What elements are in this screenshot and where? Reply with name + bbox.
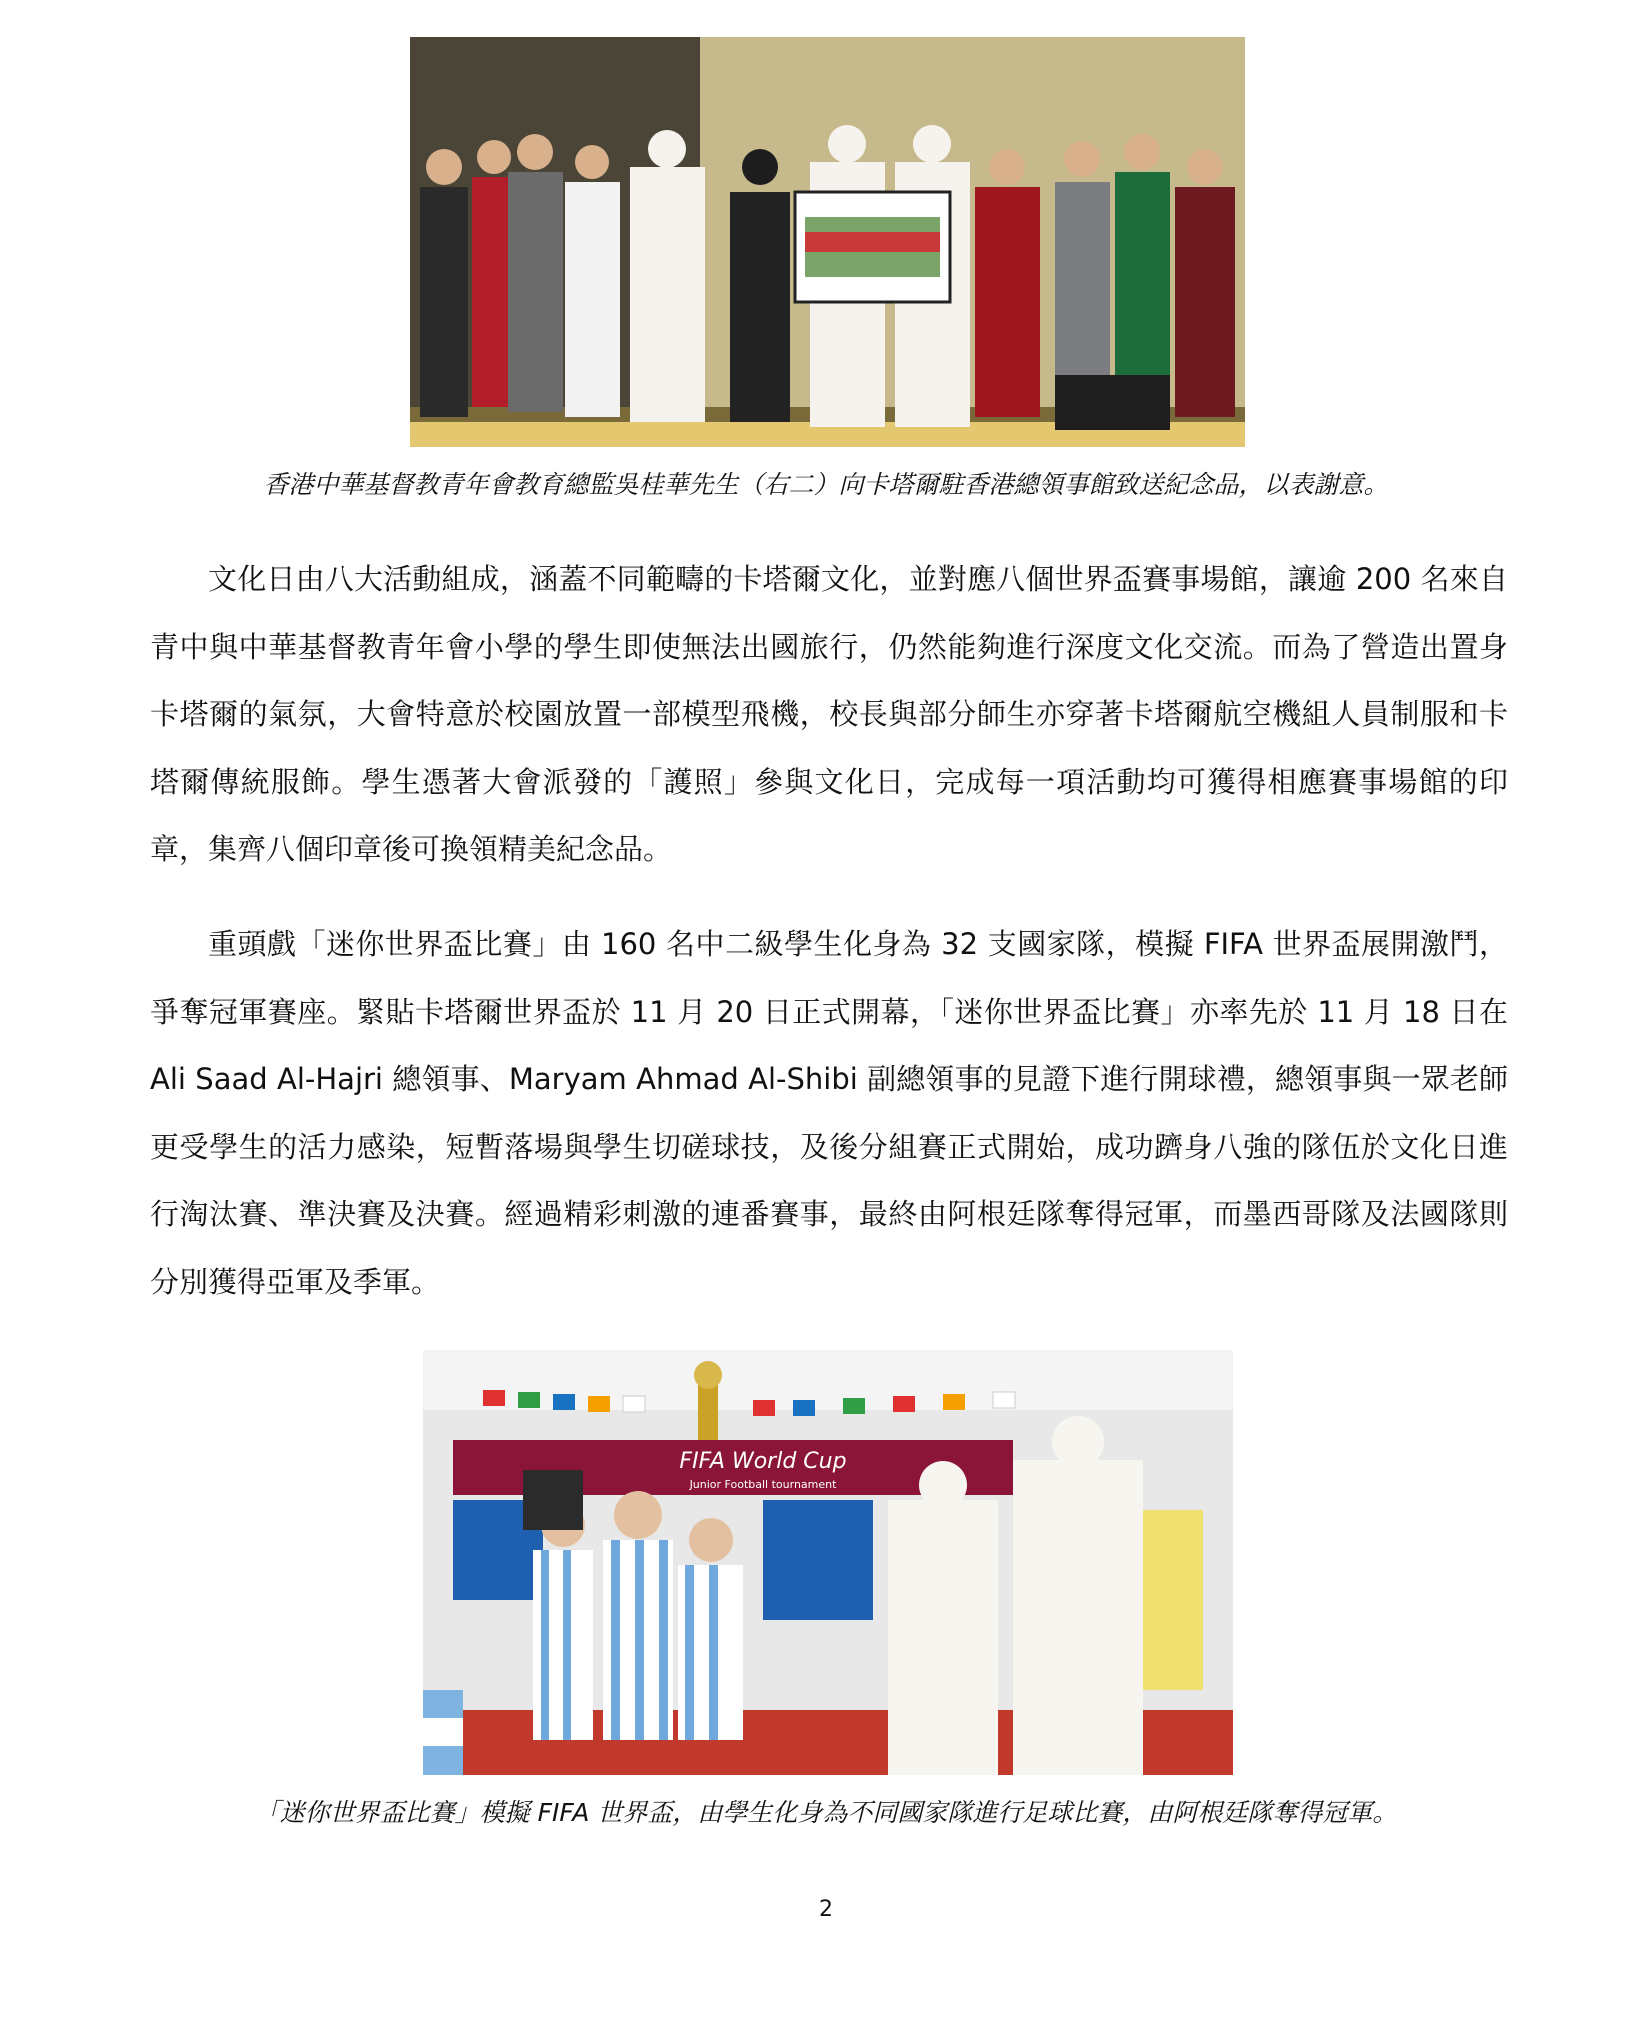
photo-caption-1: 香港中華基督教青年會教育總監吳桂華先生（右二）向卡塔爾駐香港總領事館致送紀念品，以表謝意。 — [263, 470, 1389, 499]
banner-text: FIFA World Cup — [679, 1449, 847, 1474]
ceremony-photo — [410, 37, 1245, 447]
ceremony-photo-illustration — [410, 37, 1245, 447]
body-paragraph-1: 文化日由八大活動組成，涵蓋不同範疇的卡塔爾文化，並對應八個世界盃賽事場館，讓逾 200 名來自青中與中華基督教青年會小學的學生即使無法出國旅行，仍然能夠進行深度文化交流。而為了營造出置身卡塔爾的氣氛，大會特意於校園放置一部模型飛機，校長與部分師生亦穿著卡塔爾航空機組人員制服和卡塔爾傳統服飾。學生憑著大會派發的「護照」參與文化日，完成每一項活動均可獲得相應賽事場館的印章，集齊八個印章後可換領精美紀念品。 — [150, 562, 1508, 867]
trophy-photo — [423, 1350, 1233, 1775]
photo-caption-2: 「迷你世界盃比賽」模擬 FIFA 世界盃，由學生化身為不同國家隊進行足球比賽，由阿根廷隊奪得冠軍。 — [254, 1798, 1398, 1827]
page-number: 2 — [819, 1897, 833, 1922]
body-paragraph-2: 重頭戲「迷你世界盃比賽」由 160 名中二級學生化身為 32 支國家隊，模擬 FIFA 世界盃展開激鬥，爭奪冠軍賽座。緊貼卡塔爾世界盃於 11 月 20 日正式開幕，「迷你世界盃比賽」亦率先於 11 月 18 日在 Ali Saad Al-Hajri 總領事、Maryam Ahmad Al-Shibi 副總領事的見證下進行開球禮，總領事與一眾老師更受學生的活力感染，短暫落場與學生切磋球技，及後分組賽正式開始，成功躋身八強的隊伍於文化日進行淘汰賽、準決賽及決賽。經過精彩刺激的連番賽事，最終由阿根廷隊奪得冠軍，而墨西哥隊及法國隊則分別獲得亞軍及季軍。 — [150, 927, 1508, 1299]
trophy-photo-illustration — [423, 1350, 1233, 1775]
banner-subtext: Junior Football tournament — [689, 1478, 837, 1491]
